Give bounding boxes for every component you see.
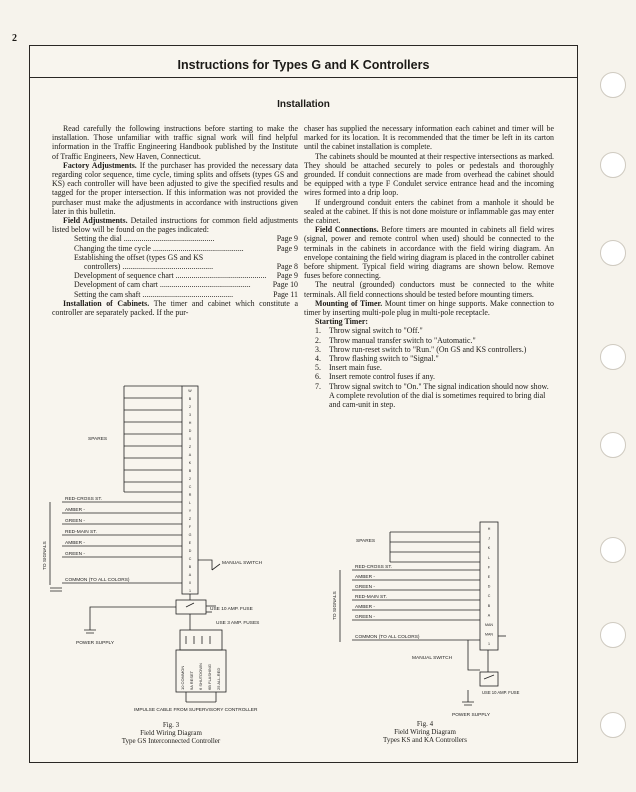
cabinet-paragraph <box>52 299 298 317</box>
terminal-label: D <box>188 429 192 433</box>
fig3-terminal-labels <box>188 389 192 593</box>
terminal-label: E <box>487 575 491 579</box>
left-column <box>52 124 298 317</box>
terminal-label: 0 <box>189 581 191 585</box>
intro-paragraph: Read carefully the following instructions before starting to make the installation. Those unfamiliar with traffic signal work will find helpful information in the Traffic Engineering Handbook published by the Institute of Traffic Engineers, New Haven, Connecticut. <box>52 124 298 161</box>
terminal-label: X <box>188 437 192 441</box>
field-body: Detailed instructions for common field adjustments listed below will be found on the pages indicated: <box>52 216 298 235</box>
terminal-label: C <box>487 594 491 599</box>
field-connections-paragraph: Field Connections. Before timers are mounted in cabinets all field wires (signal, power and remote control when used) should be connected to the terminals in the cabinets in accordance with the field wiring diagram. An envelope containing the field wiring diagram is placed in the controller cabinet before shipment. Typical field wiring diagrams are shown below. Remove fuses before connecting. <box>304 225 554 281</box>
field-heading: Field Adjustments. <box>63 216 128 226</box>
terminal-label: 1 <box>189 589 191 593</box>
fig4-to-signals: TO SIGNALS <box>333 591 338 620</box>
fig4-signal-label: AMBER - <box>355 575 375 580</box>
title-rule <box>30 77 577 78</box>
binder-hole <box>600 240 626 266</box>
fig3-caption: Fig. 3 Field Wiring Diagram Type GS Interconnected Controller <box>121 721 221 745</box>
mounting-paragraph: Mounting of Timer. Mount timer on hinge supports. Make connection to timer by inserting multi-pole plug in multi-pole receptacle. <box>304 298 554 318</box>
fig3-fuse10: USE 10 AMP. FUSE <box>210 607 253 612</box>
factory-paragraph <box>52 161 298 216</box>
terminal-label: MAN <box>485 632 493 637</box>
terminal-label: 1 <box>488 642 490 647</box>
list-item: Setting the dial ..... Page 9 <box>74 234 298 243</box>
factory-heading: Factory Adjustments. <box>63 160 137 170</box>
fig3-common-label: COMMON (TO ALL COLORS) <box>65 578 130 583</box>
terminal-label: A <box>188 573 192 577</box>
fig4-signal-label: GREEN - <box>355 585 375 590</box>
terminal-label: 3 <box>189 413 191 417</box>
fig3-spares-label: SPARES <box>88 437 108 442</box>
list-item: 3. Throw run-reset switch to "Run." (On GS and KS controllers.) <box>315 344 527 354</box>
terminal-label: B <box>487 603 491 608</box>
fig3-signal-label: AMBER - <box>65 541 85 546</box>
list-item: controllers) ..... Page 8 <box>74 262 298 271</box>
page-number: 2 <box>12 33 17 44</box>
terminal-label: B <box>188 397 192 401</box>
cable-label: 9A RESET <box>189 670 194 690</box>
terminal-label: D <box>487 584 491 589</box>
cable-label: 25 ALL-RED <box>216 667 221 690</box>
fig4-wiring-diagram <box>330 512 520 726</box>
terminal-label: F <box>487 565 491 570</box>
fig3-fuse3: USE 3 AMP. FUSES <box>216 621 260 626</box>
fig3-terminal-block <box>182 386 198 594</box>
binder-hole <box>600 152 626 178</box>
list-item: 7. Throw signal switch to "On." The signal indication should now show. A complete revolution of the dial is sometimes required to bring dial and cam-unit in step. <box>315 381 549 410</box>
terminal-label: 2 <box>189 405 191 409</box>
terminal-label: H <box>487 527 491 531</box>
fig4-fuse10: USE 10 AMP. FUSE <box>482 690 520 695</box>
fig3-signal-label: RED-CROSS ST. <box>65 497 103 502</box>
terminal-label: 2 <box>189 477 191 481</box>
binder-hole <box>600 622 626 648</box>
paragraph: The cabinets should be mounted at their respective intersections as marked. They should be attached securely to poles or pedestals and thoroughly grounded. If conduit connections are made from overhead the cabinet should be equipped with a type F Condulet service entrance head and the incoming wires formed into a drip loop. <box>304 151 554 198</box>
terminal-label: MAN <box>485 623 493 627</box>
fig3-impulse-label: IMPULSE CABLE FROM SUPERVISORY CONTROLLER <box>134 708 258 713</box>
terminal-label: H <box>188 421 192 425</box>
cabinet-heading: Installation of Cabinets. <box>63 298 150 308</box>
fig3-signal-label: AMBER - <box>65 508 85 513</box>
list-item: 6. Insert remote control fuses if any. <box>315 372 435 382</box>
fig4-common-label: COMMON (TO ALL COLORS) <box>355 635 420 640</box>
cable-label: 10 COMMON <box>180 665 185 690</box>
list-item: 5. Insert main fuse. <box>315 363 382 373</box>
binder-hole <box>600 72 626 98</box>
fig4-caption: Fig. 4 Field Wiring Diagram Types KS and KA Controllers <box>383 720 467 744</box>
terminal-label: C <box>188 485 192 489</box>
fig3-signal-label: GREEN - <box>65 552 85 557</box>
list-item: Changing the time cycle ..... Page 9 <box>74 244 298 253</box>
terminal-label: Z <box>188 517 192 521</box>
list-item: Development of cam chart ..... Page 10 <box>74 280 298 289</box>
list-item: 1. Throw signal switch to "Off." <box>315 326 423 336</box>
adjustment-list <box>52 234 298 298</box>
terminal-label: R <box>188 493 192 497</box>
fig4-signal-label: RED-MAIN ST. <box>355 595 387 600</box>
list-item: Establishing the offset (types GS and KS <box>74 252 204 262</box>
fig4-spares-label: SPARES <box>356 539 376 544</box>
paragraph: The neutral (grounded) conductors must be connected to the white terminals. All field connections should be tested before mounting timers. <box>304 280 554 299</box>
list-item: 4. Throw flashing switch to "Signal." <box>315 354 439 364</box>
binder-hole <box>600 344 626 370</box>
terminal-label: D <box>188 549 192 553</box>
starting-steps <box>304 326 554 409</box>
paragraph: chaser has supplied the necessary information each cabinet and timer will be marked for its location. It is recommended that the timer be left in its carton until the cabinet installation is complete. <box>304 124 554 152</box>
terminal-label: B <box>188 565 192 569</box>
field-paragraph <box>52 216 298 234</box>
paragraph: If underground conduit enters the cabinet from a manhole it should be sealed at the cabinet. If this is not done moisture or inflammable gas may enter the cabinet. <box>304 197 554 226</box>
terminal-label: L <box>488 555 490 560</box>
fig3-signal-label: GREEN - <box>65 519 85 524</box>
list-item: Setting the cam shaft ..... Page 11 <box>74 290 298 299</box>
fig4-signal-label: RED-CROSS ST. <box>355 565 393 570</box>
terminal-label: G <box>188 533 192 537</box>
fig3-wiring-diagram <box>40 380 270 720</box>
terminal-label: W <box>188 389 192 393</box>
list-item: Development of sequence chart ..... Page 9 <box>74 271 298 280</box>
terminal-label: L <box>189 501 191 505</box>
binder-hole <box>600 537 626 563</box>
section-heading: Installation <box>277 99 330 110</box>
terminal-label: A <box>188 453 192 457</box>
fig4-signal-label: AMBER - <box>355 605 375 610</box>
terminal-label: B <box>188 469 192 473</box>
list-item: 2. Throw manual transfer switch to "Automatic." <box>315 335 476 345</box>
terminal-label: K <box>188 461 192 465</box>
fig4-signal-label: GREEN - <box>355 615 375 620</box>
factory-body: If the purchaser has provided the necessary data regarding color sequence, time cycle, timing splits and offsets (types GS and KS) each controller will have been adjusted to give the specified results and tagged for the proper intersection. If this information was not provided the purchaser must make the adjustments in accordance with instructions given later in this bulletin. <box>52 160 298 216</box>
binder-hole <box>600 712 626 738</box>
fig3-to-signals: TO SIGNALS <box>43 541 48 570</box>
fig4-manual-switch: MANUAL SWITCH <box>412 656 453 661</box>
terminal-label: C <box>188 557 192 561</box>
page-title: Instructions for Types G and K Controllers <box>177 58 430 72</box>
terminal-label: F <box>188 525 192 529</box>
terminal-label: E <box>188 541 192 545</box>
cable-label: 6 SHUTDOWN <box>198 663 203 690</box>
fig3-signal-label: RED-MAIN ST. <box>65 530 97 535</box>
fig4-terminal-labels <box>485 527 493 646</box>
cable-label: 6B FLASHING <box>207 663 212 690</box>
fig3-cable-labels <box>180 663 221 690</box>
terminal-label: K <box>487 546 491 551</box>
terminal-label: J <box>488 536 490 541</box>
fig3-manual-switch: MANUAL SWITCH <box>222 561 263 566</box>
fig3-power-supply: POWER SUPPLY <box>76 641 115 646</box>
fig4-power-supply: POWER SUPPLY <box>452 713 491 718</box>
cabinet-body: The timer and cabinet which constitute a controller are separately packed. If the pur- <box>52 298 298 318</box>
binder-hole <box>600 432 626 458</box>
right-column <box>304 124 554 409</box>
terminal-label: A <box>487 613 491 618</box>
terminal-label: Y <box>188 509 192 513</box>
starting-heading: Starting Timer: <box>315 317 368 327</box>
terminal-label: Z <box>188 445 192 449</box>
